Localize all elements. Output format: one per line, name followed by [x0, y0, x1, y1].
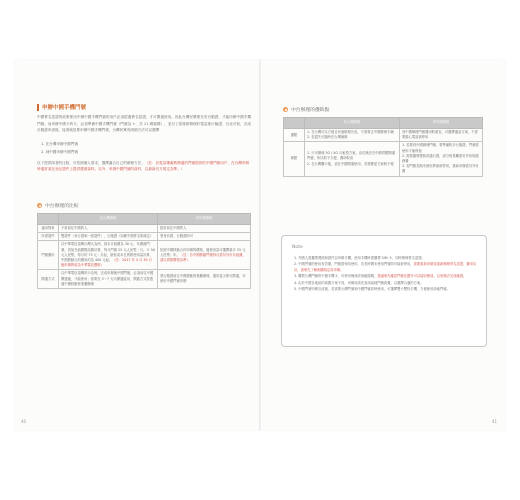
options-list	[41, 140, 78, 156]
right-page	[261, 60, 505, 430]
compare-table	[37, 213, 251, 289]
cell-taiwan	[305, 129, 400, 142]
cell-china	[400, 142, 483, 176]
intro-paragraph: 中國實名認證的政策使用中辦中國手機門號的用戶必須經過實名認證，才可開通使用。因此台灣民眾要先有台胞證，才能申辦中國手機門號。而申辦中國卡的卡，必須準備中國手機門號（門號為 +、共 11 碼號碼），並付了款後即辦理好電話進行驗證，台北可如，完成台胞證申請後，接著就是要申辦中國手機門號，台灣民眾有兩個方法可以選擇：	[37, 115, 251, 133]
cell-line: 到中國辦理門號費用較便宜，可選擇通話方案，不需要擔心電話被停用	[402, 130, 478, 140]
note-text: 1. 外國人需攜帶護照和證件以申辦手機，使用手機時需攜帶 SIM 卡，同時辦理實名認證。	[294, 256, 425, 260]
tip-text: 以下提供兩者的比較，可依照個人需求，選擇適合自己的辦理方法。	[37, 161, 145, 165]
table-row	[284, 142, 483, 176]
cell-china: 憑身份證、台胞證即可	[158, 233, 251, 241]
cell-china	[400, 129, 483, 142]
cell-taiwan-text: 以中華電信遠傳台灣大為例，基本月租費為 30 元，年費港門號，再加充值國際話費計算，每月門號 25 元人民幣／月，卡 50 元人民幣，每月約 73 元／月起，最低成本在實際使用量計算，中國移動合約費用約為 400 元起	[61, 242, 155, 263]
cell-taiwan	[305, 142, 400, 176]
cell-taiwan: 雙證件（身分證和一張證件），台胞證（如應中國實名制規定）	[59, 233, 158, 241]
note-text: 5. 中國門號申辦完成後，若需要台灣門號和中國門號同時使用，可選擇雙卡雙待手機，方便使用兩地門號。	[294, 287, 450, 292]
table-row	[284, 129, 483, 142]
compare-subtitle	[37, 202, 79, 209]
section-title	[37, 103, 86, 111]
pros-cons-subtitle	[283, 106, 329, 113]
section-title-text: 申辦中國手機門號	[42, 105, 87, 111]
cell-china-text: 依照中國移動合約申辦的價格，隨使用量可選擇最多 25 元人民幣／年	[160, 247, 246, 257]
pros-cons-subtitle-text: 中台辦理的優缺點	[291, 108, 330, 113]
cell-line: 2. 若遺失可隨時在台灣補辦	[307, 135, 348, 140]
table-header-china: 到中國辦理	[400, 118, 483, 129]
row-label: 適用對象	[38, 225, 59, 233]
note-red-text: 建議事先確認門號在國外可以接收簡訊，以免無法完成驗證。	[377, 274, 467, 279]
cell-china-red: 。（註：各中國移動門號每月需另外付月租費，請以實際價格為準）	[160, 252, 246, 263]
page-number: 41	[491, 419, 497, 424]
row-label: 優點	[284, 129, 305, 142]
note-list	[294, 256, 480, 293]
cell-line: 3. 若門號長期未使用將會被停用，重新申辦需另外付費	[402, 164, 479, 174]
pros-cons-table	[283, 117, 483, 177]
page-number: 40	[21, 419, 27, 424]
note-header: Note	[292, 245, 303, 250]
note-item	[294, 287, 480, 292]
cell-line: 2. 需要攜帶護照或通行證，部分營業廳需另外收取服務費	[402, 153, 479, 164]
note-red-text: 需要重新申辦並重新辦理實名認證，費用另計，請事先了解相關規定再申辦。	[294, 262, 477, 272]
note-text: 3. 購買台灣門號的中國手機卡，可使用簡訊收取驗證碼，	[294, 274, 378, 279]
cell-line: 1. 只可辦理 3G / 4G 月租型方案，由於無法在中國實體開通門號，所以較不方便，費用較高	[307, 151, 396, 161]
note-item	[294, 262, 480, 273]
compare-subtitle-text: 中台辦理的比較	[45, 204, 79, 209]
tip-red-text: （註：於電話簿審核開通的門號提供的中國門號用戶，在台灣申辦時通常須在登記證件上提供護照資料。另外，申辦中國門號的資料，以最新官方規定為準。）	[37, 161, 250, 172]
bullet-icon	[37, 203, 42, 208]
table-row	[38, 225, 251, 233]
title-bar-icon	[37, 104, 39, 111]
cell-line: 2. 在台灣購卡後，須在中國開通使用，若要變更方案較不便	[307, 161, 394, 166]
note-text: 4. 由於中國各地區的資費方案不同，申辦前請先查詢當地門號資費，以選擇合適的方案。	[294, 280, 424, 285]
row-label: 所需證件	[38, 233, 59, 241]
table-row	[38, 241, 251, 270]
row-label: 門號費用	[38, 241, 59, 270]
note-item	[294, 281, 480, 286]
table-header-china: 到中國辦理	[158, 214, 251, 225]
table-header-taiwan: 在台灣辦理	[305, 118, 400, 129]
table-header-blank	[38, 214, 59, 225]
note-text: 2. 中國門號的使用有效期，門號需保持使用，若長時間未使用門號即可能被停用，	[294, 262, 414, 267]
table-row	[38, 233, 251, 241]
row-label: 開通方式	[38, 270, 59, 289]
row-label: 缺點	[284, 142, 305, 176]
note-item	[294, 274, 480, 279]
option-item: 2. 到中國申辦中國門號	[41, 150, 78, 154]
table-header-blank	[284, 118, 305, 129]
cell-taiwan-red: 。（註：2017 年 4 月 30 日後申辦將改為中華電信價格）	[61, 258, 152, 268]
tip-paragraph	[37, 160, 251, 173]
cell-taiwan	[59, 241, 158, 270]
cell-taiwan: 以中華電信遠傳的卡為例，完成申辦後中國門號，必須前往中國開通後，才能使用；需要在 3～7 天內開通啟用，開通方式需透過中國移動營業廳辦理	[59, 270, 158, 289]
note-item	[294, 256, 480, 261]
cell-china: 經常前往中國的人	[158, 225, 251, 233]
cell-china: 憑台胞證前往中國移動營業廳辦理，通常當天即可開通，可使用中國門號申辦	[158, 270, 251, 289]
cell-line: 1. 在台灣可以方便且快速辦理完成，不需要去中國辦理手續	[307, 130, 394, 134]
cell-taiwan: 不常前往中國的人	[59, 225, 158, 233]
note-box	[281, 235, 487, 347]
option-item: 1. 在台灣申辦中國門號	[41, 142, 78, 146]
table-row	[38, 270, 251, 289]
left-page	[15, 60, 259, 430]
cell-line: 1. 若要到中國辦理門號，要準備較多台胞證，門號需使用才能保留	[402, 143, 479, 153]
cell-china	[158, 241, 251, 270]
bullet-icon	[283, 107, 288, 112]
table-header-taiwan: 在台灣辦理	[59, 214, 158, 225]
